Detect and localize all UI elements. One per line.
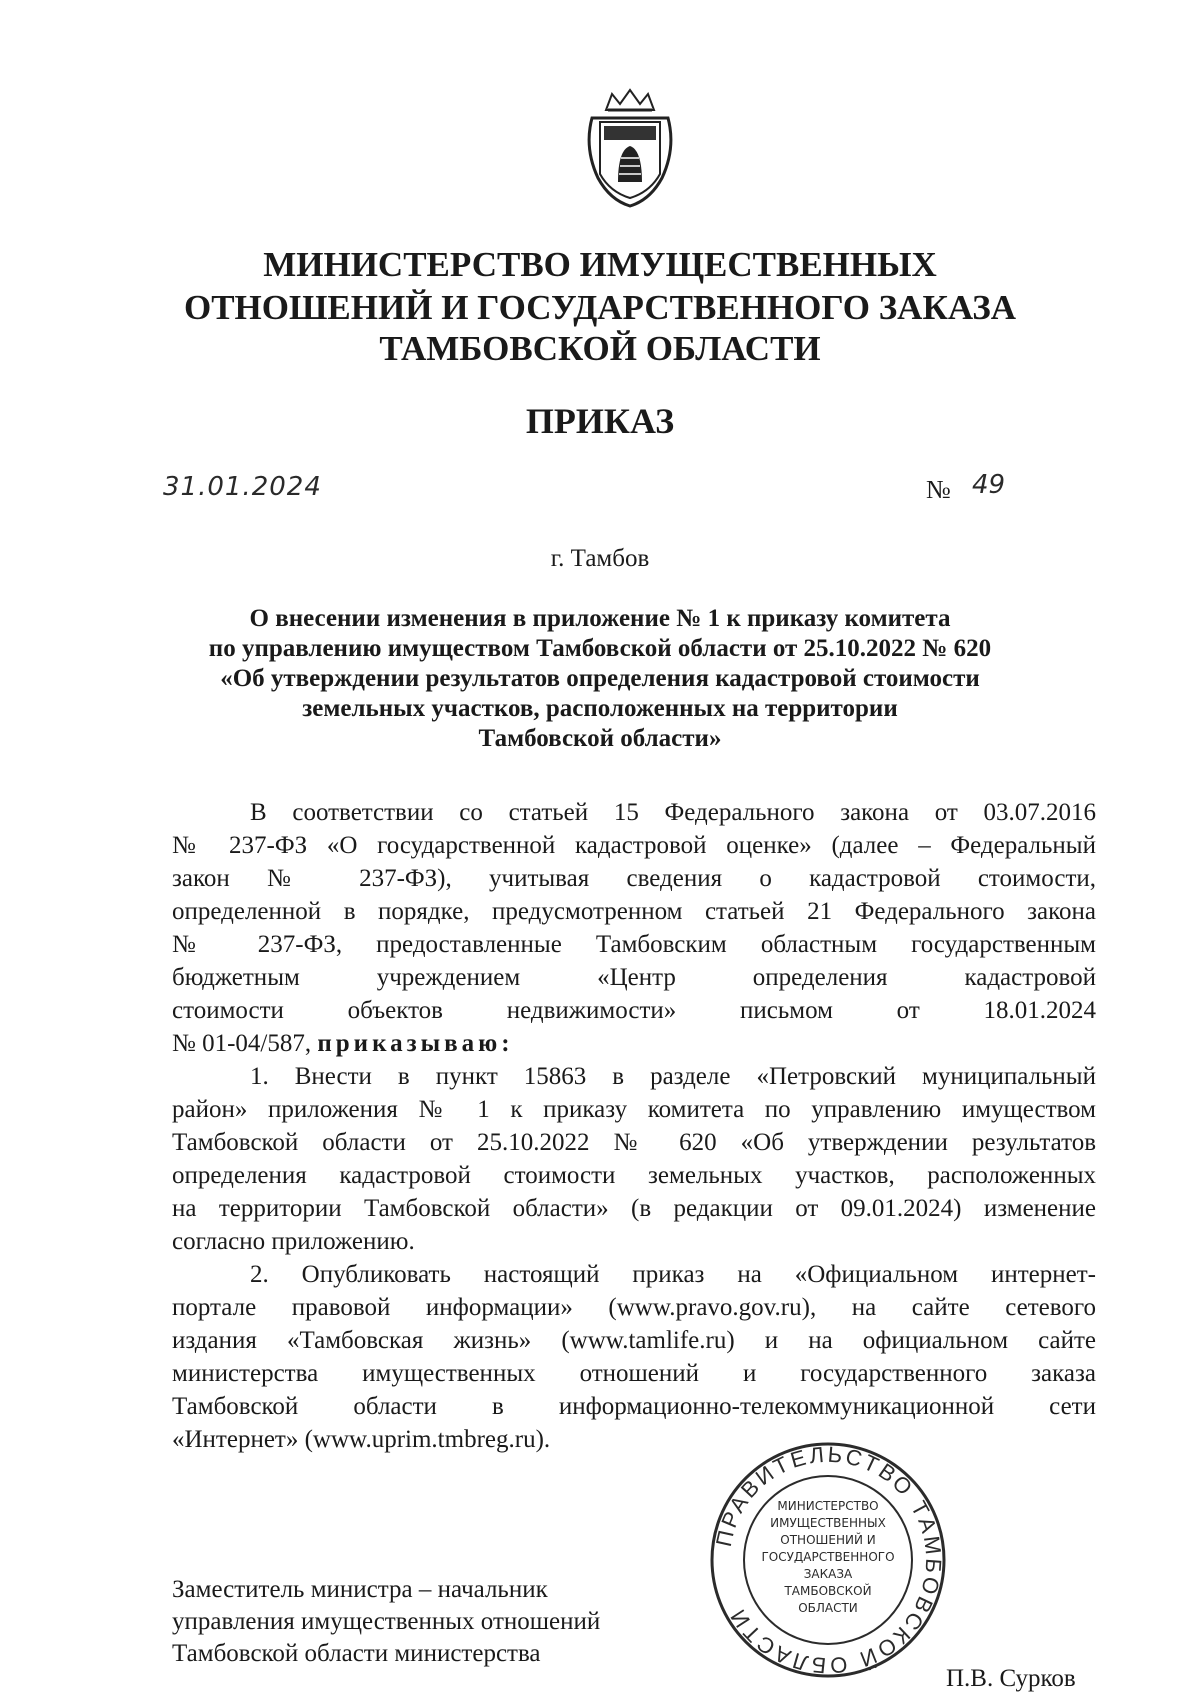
item-1-line: район» приложения № 1 к приказу комитета по управлению имуществом [172, 1096, 1096, 1123]
ministry-name-line-1: МИНИСТЕРСТВО ИМУЩЕСТВЕННЫХ [263, 245, 937, 284]
preamble-line: бюджетным учреждением «Центр определения кадастровой [172, 964, 1096, 991]
item-1-last-line: согласно приложению. [172, 1228, 415, 1255]
preamble-line: В соответствии со статьей 15 Федерального закона от 03.07.2016 [250, 799, 1096, 826]
preamble-line: № 237-ФЗ, предоставленные Тамбовским областным государственным [172, 931, 1096, 958]
item-2-line: министерства имущественных отношений и государственного заказа [172, 1360, 1096, 1387]
order-number-label: № [926, 475, 951, 504]
preamble-line: № 237-ФЗ «О государственной кадастровой оценке» (далее – Федеральный [172, 832, 1096, 859]
seal-outer-text: ПРАВИТЕЛЬСТВО ТАМБОВСКОЙ ОБЛАСТИ [710, 1441, 947, 1679]
order-word: приказываю: [317, 1030, 514, 1057]
seal-inner-line: МИНИСТЕРСТВО [777, 1499, 879, 1513]
order-title-line-3: «Об утверждении результатов определения кадастровой стоимости [220, 665, 980, 692]
seal-inner-line: ИМУЩЕСТВЕННЫХ [770, 1516, 886, 1530]
order-title-line-2: по управлению имуществом Тамбовской области от 25.10.2022 № 620 [208, 635, 992, 662]
preamble-last-line [172, 1029, 1096, 1059]
letter-reference: № 01-04/587, [172, 1030, 312, 1057]
item-1-line: определения кадастровой стоимости земельных участков, расположенных [172, 1162, 1096, 1189]
item-1-line: Тамбовской области от 25.10.2022 № 620 «Об утверждении результатов [172, 1129, 1096, 1156]
order-title-line-5: Тамбовской области» [478, 725, 722, 752]
order-title-line-1: О внесении изменения в приложение № 1 к приказу комитета [249, 605, 951, 632]
preamble-line: стоимости объектов недвижимости» письмом от 18.01.2024 [172, 997, 1096, 1024]
preamble-line: закон № 237-ФЗ), учитывая сведения о кадастровой стоимости, [172, 865, 1096, 892]
item-2-last-line: «Интернет» (www.uprim.tmbreg.ru). [172, 1426, 551, 1453]
order-title-line-4: земельных участков, расположенных на территории [302, 695, 898, 722]
coat-of-arms-icon [580, 88, 680, 208]
item-2-line: портале правовой информации» (www.pravo.gov.ru), на сайте сетевого [172, 1294, 1096, 1321]
signatory-position-line: Заместитель министра – начальник [172, 1576, 548, 1603]
official-seal-stamp [708, 1440, 948, 1680]
signatory-position-line: Тамбовской области министерства [172, 1640, 541, 1667]
order-number: 49 [972, 470, 1006, 500]
seal-inner-line: ТАМБОВСКОЙ [784, 1584, 872, 1598]
document-type-heading: ПРИКАЗ [525, 401, 675, 441]
city-line: г. Тамбов [550, 545, 650, 572]
item-2-line: 2. Опубликовать настоящий приказ на «Официальном интернет- [250, 1261, 1096, 1288]
order-date: 31.01.2024 [163, 472, 322, 502]
seal-inner-line: ГОСУДАРСТВЕННОГО [761, 1550, 895, 1564]
signatory-name: П.В. Сурков [946, 1665, 1076, 1692]
item-1-line: 1. Внести в пункт 15863 в разделе «Петровский муниципальный [250, 1063, 1096, 1090]
seal-inner-line: ОБЛАСТИ [798, 1601, 858, 1615]
item-1-line: на территории Тамбовской области» (в редакции от 09.01.2024) изменение [172, 1195, 1096, 1222]
preamble-line: определенной в порядке, предусмотренном статьей 21 Федерального закона [172, 898, 1096, 925]
signatory-position-line: управления имущественных отношений [172, 1608, 601, 1635]
seal-inner-line: ОТНОШЕНИЙ И [780, 1533, 876, 1547]
item-2-line: издания «Тамбовская жизнь» (www.tamlife.ru) и на официальном сайте [172, 1327, 1096, 1354]
ministry-name-line-2: ОТНОШЕНИЙ И ГОСУДАРСТВЕННОГО ЗАКАЗА [183, 288, 1016, 327]
ministry-name-line-3: ТАМБОВСКОЙ ОБЛАСТИ [379, 329, 821, 368]
item-2-line: Тамбовской области в информационно-телекоммуникационной сети [172, 1393, 1096, 1420]
seal-inner-line: ЗАКАЗА [803, 1567, 853, 1581]
